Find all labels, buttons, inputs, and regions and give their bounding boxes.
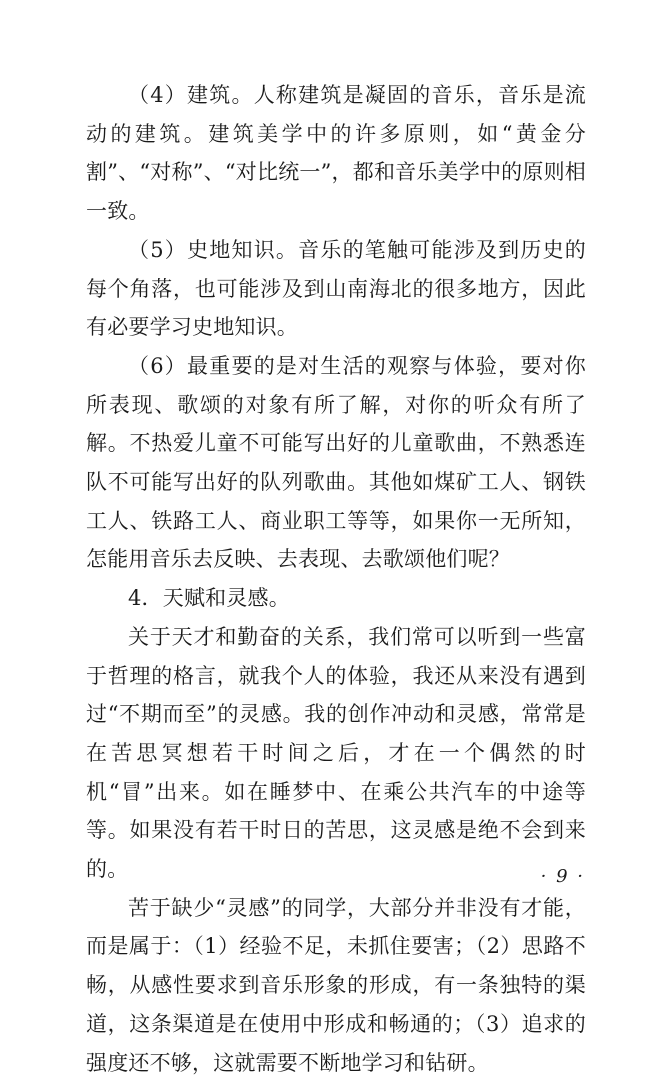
paragraph-life-observation: （6）最重要的是对生活的观察与体验，要对你所表现、歌颂的对象有所了解，对你的听众有所了解。不热爱儿童不可能写出好的儿童歌曲，不熟悉连队不可能写出好的队列歌曲。其他如煤矿工人、钢铁工人、铁路工人、商业职工等等，如果你一无所知，怎能用音乐去反映、去表现、去歌颂他们呢？ [86,353,586,572]
paragraph-history-geography: （5）史地知识。音乐的笔触可能涉及到历史的每个角落，也可能涉及到山南海北的很多地方，因此有必要学习史地知识。 [86,237,586,340]
body-text [86,76,586,1082]
paragraph-lacking-inspiration: 苦于缺少“灵感”的同学，大部分并非没有才能，而是属于：（1）经验不足，未抓住要害；（2）思路不畅，从感性要求到音乐形象的形成，有一条独特的渠道，这条渠道是在使用中形成和畅通的；（3）追求的强度还不够，这就需要不断地学习和钻研。 [86,895,586,1075]
page-number: · 9 · [540,866,585,887]
paragraph-architecture: （4）建筑。人称建筑是凝固的音乐，音乐是流动的建筑。建筑美学中的许多原则，如“黄金分割”、“对称”、“对比统一”，都和音乐美学中的原则相一致。 [86,83,586,224]
section-heading: 4．天赋和灵感。 [128,586,290,611]
paragraph-genius-diligence: 关于天才和勤奋的关系，我们常可以听到一些富于哲理的格言，就我个人的体验，我还从来没有遇到过“不期而至”的灵感。我的创作冲动和灵感，常常是在苦思冥想若干时间之后，才在一个偶然的时机“冒”出来。如在睡梦中、在乘公共汽车的中途等等。如果没有若干时日的苦思，这灵感是绝不会到来的。 [86,624,586,882]
